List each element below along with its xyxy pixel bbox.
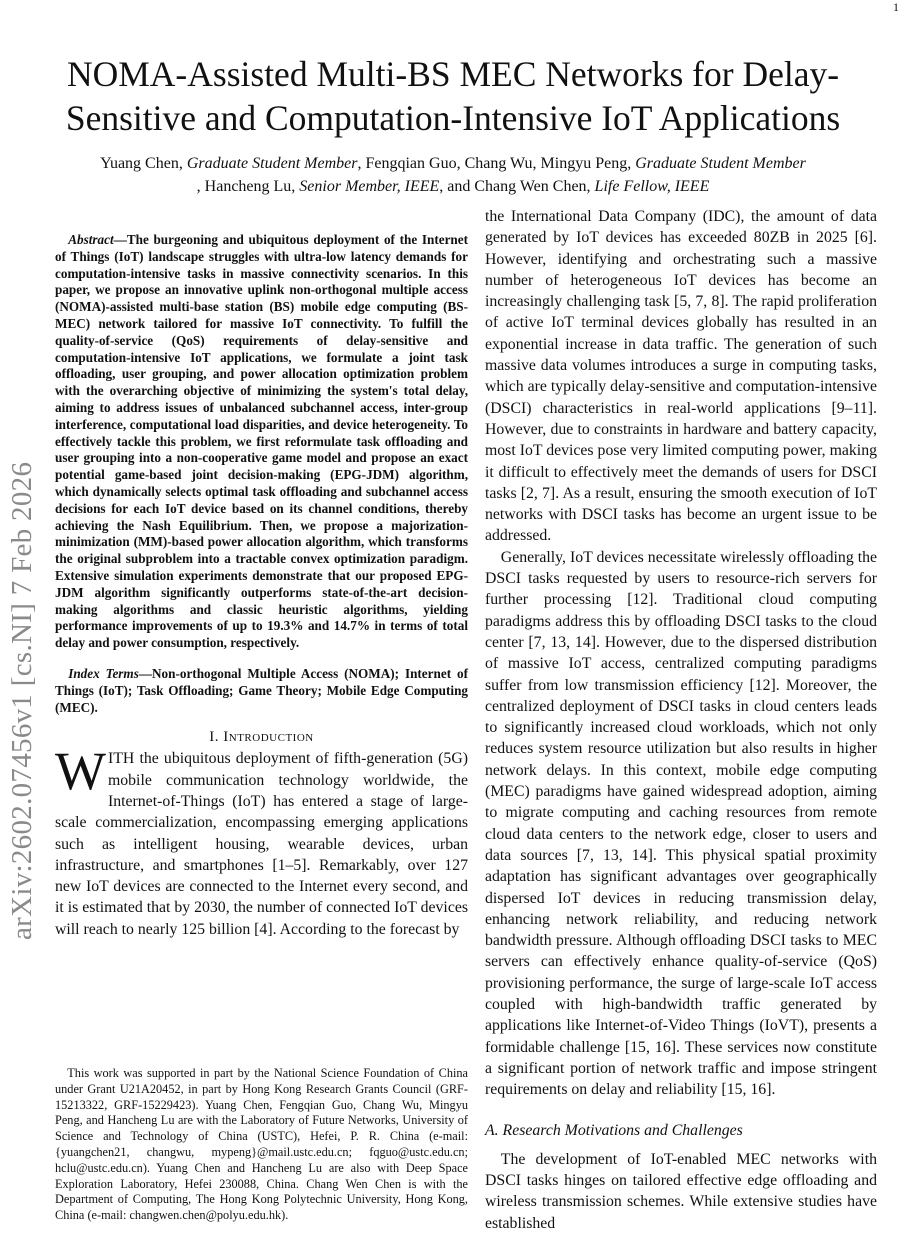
subsection-heading: A. Research Motivations and Challenges — [485, 1122, 743, 1140]
footnote: This work was supported in part by the National Science Foundation of China under Grant U21A20452, in part by Hong Kong Research Grants Council (GRF-15213322, GRF-15229423). Yuang Chen, Fengqian Guo, Chang Wu, Mingyu Peng, and Hancheng Lu are with the Laboratory of Future Networks, University of Science and Technology of China (USTC), Hefei, P. R. China (e-mail: {yuangchen21, changwu, mypeng}@mail.ustc.edu.cn; fqguo@ustc.edu.cn; hclu@ustc.edu.cn). Yuang Chen and Hancheng Lu are also with Deep Space Exploration Laboratory, Hefei 230088, China. Chang Wen Chen is with the Department of Computing, The Hong Kong Polytechnic University, Hong Kong, China (e-mail: changwen.chen@polyu.edu.hk). — [55, 1065, 468, 1223]
index-terms — [55, 666, 468, 716]
author-names: Yuang Chen, — [100, 155, 187, 172]
author-role: Life Fellow, IEEE — [594, 178, 710, 195]
page-number: 1 — [893, 0, 899, 14]
drop-cap: W — [55, 741, 106, 802]
author-list — [13, 152, 893, 198]
introduction-text: ITH the ubiquitous deployment of fifth-generation (5G) mobile communication technology worldwide, the Internet-of-Things (IoT) has entered a stage of large-scale commercialization, encompassing emerging applications such as intelligent housing, wearable devices, urban infrastructure, and smartphones [1–5]. Remarkably, over 127 new IoT devices are connected to the Internet every second, and it is estimated that by 2030, the number of connected IoT devices will reach to nearly 125 billion [4]. According to the forecast by — [55, 750, 468, 938]
author-names: , Fengqian Guo, Chang Wu, Mingyu Peng, — [357, 155, 636, 172]
arxiv-identifier[interactable]: arXiv:2602.07456v1 [cs.NI] 7 Feb 2026 — [6, 461, 38, 940]
abstract — [55, 232, 468, 652]
author-names: , and Chang Wen Chen, — [439, 178, 595, 195]
abstract-label: Abstract — [68, 232, 114, 247]
paper-title: NOMA-Assisted Multi-BS MEC Networks for Delay-Sensitive and Computation-Intensive IoT Applications — [65, 54, 841, 138]
author-role: Senior Member, IEEE — [299, 178, 440, 195]
introduction-paragraph — [55, 741, 468, 940]
paragraph: The development of IoT-enabled MEC networks with DSCI tasks hinges on tailored effective edge offloading and wireless transmission schemes. While extensive studies have established — [485, 1150, 877, 1232]
paragraph: the International Data Company (IDC), the amount of data generated by IoT devices has exceeded 80ZB in 2025 [6]. However, identifying and orchestrating such a massive number of heterogeneous IoT devices has become an increasingly challenging task [5, 7, 8]. The rapid proliferation of active IoT terminal devices globally has resulted in an exponential increase in data traffic. The generation of such massive data volumes introduces a surge in computing tasks, which are typically delay-sensitive and computation-intensive (DSCI) characteristics in real-world applications [9–11]. However, due to constraints in hardware and battery capacity, most IoT devices pose very limited computing power, making it difficult to effectively meet the demands of users for DSCI tasks [2, 7]. As a result, ensuring the smooth execution of IoT networks with DSCI tasks has become an urgent issue to be addressed. — [485, 208, 877, 545]
section-heading-introduction: I. Introduction — [209, 729, 314, 746]
two-column-body — [0, 208, 906, 1234]
author-role: Graduate Student Member — [186, 155, 358, 172]
abstract-text: —The burgeoning and ubiquitous deployment of the Internet of Things (IoT) landscape struggles with ultra-low latency demands for computation-intensive tasks in massive connectivity scenarios. In this paper, we propose an innovative uplink non-orthogonal multiple access (NOMA)-assisted multi-base station (BS) mobile edge computing (BS-MEC) network tailored for massive IoT connectivity. To fulfill the quality-of-service (QoS) requirements of delay-sensitive and computation-intensive IoT applications, we formulate a joint task offloading, user grouping, and power allocation optimization problem with the overarching objective of minimizing the system's total delay, aiming to address issues of unbalanced subchannel access, inter-group interference, computational load disparities, and device heterogeneity. To effectively tackle this problem, we first reformulate task offloading and user grouping into a non-cooperative game model and propose an exact potential game-based joint decision-making (EPG-JDM) algorithm, which dynamically selects optimal task offloading and subchannel access decisions for each IoT device based on its channel conditions, thereby achieving the Nash Equilibrium. Then, we propose a majorization-minimization (MM)-based power allocation algorithm, which transforms the original subproblem into a tractable convex optimization paradigm. Extensive simulation experiments demonstrate that our proposed EPG-JDM algorithm significantly outperforms state-of-the-art decision-making algorithms and classic heuristic algorithms, yielding performance improvements of up to 19.3% and 14.7% in terms of total delay and power consumption, respectively. — [55, 232, 468, 651]
right-column — [485, 206, 877, 1234]
index-terms-label: Index Terms — [68, 665, 139, 681]
index-terms-text: —Non-orthogonal Multiple Access (NOMA); Internet of Things (IoT); Task Offloading; Game Theory; Mobile Edge Computing (MEC). — [55, 665, 468, 715]
author-names: , Hancheng Lu, — [196, 178, 300, 195]
author-role: Graduate Student Member — [635, 155, 806, 172]
paragraph: Generally, IoT devices necessitate wirelessly offloading the DSCI tasks requested by users to resource-rich servers for further processing [12]. Traditional cloud computing paradigms address this by offloading DSCI tasks to the cloud center [7, 13, 14]. However, due to the dispersed distribution of massive IoT access, centralized computing paradigms suffer from low transmission efficiency [12]. Moreover, the centralized deployment of DSCI tasks in cloud centers leads to significantly increased cloud workloads, which not only reduces system resource utilization but also results in higher network delays. In this context, mobile edge computing (MEC) paradigms have gained widespread adoption, aiming to migrate computing and caching resources from remote cloud data centers to the network edge, closer to users and data sources [7, 13, 14]. This physical spatial proximity adaptation has significant advantages over geographically dispersed IoT devices in reducing transmission delay, enhancing network reliability, and reducing network bandwidth pressure. Although offloading DSCI tasks to MEC servers can effectively enhance quality-of-service (QoS) provisioning performance, the surge of large-scale IoT access coupled with high-bandwidth traffic generated by applications like Internet-of-Video Things (IoVT), presents a formidable challenge [15, 16]. These services now constitute a significant portion of network traffic and impose stringent requirements on delay and reliability [15, 16]. — [485, 548, 877, 1099]
left-column — [55, 232, 468, 1234]
paper-header — [13, 52, 893, 198]
